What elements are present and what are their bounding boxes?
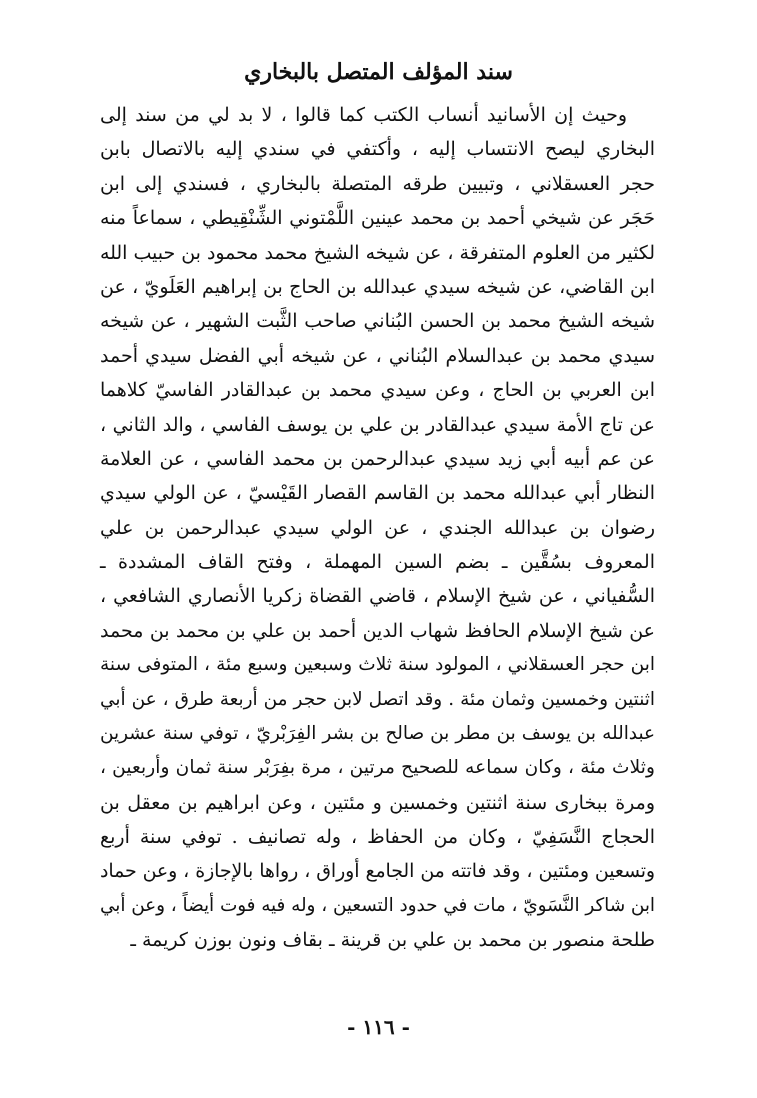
text-line: سيدي محمد بن عبدالسلام البُناني ، عن شيخه أبي الفضل سيدي أحمد [100, 344, 655, 367]
text-line: لكثير من العلوم المتفرقة ، عن شيخه الشيخ محمد محمود بن حبيب الله [100, 241, 655, 264]
text-line: السُّفياني ، عن شيخ الإسلام ، قاضي القضاة زكريا الأنصاري الشافعي ، [100, 585, 655, 608]
text-line: عن عم أبيه أبي زيد سيدي عبدالرحمن بن محمد الفاسي ، عن العلامة [100, 447, 655, 470]
text-line: حَجَر عن شيخي أحمد بن محمد عينين اللَّمْتوني الشِّنْقِيطي ، سماعاً منه [100, 207, 655, 230]
text-line: وثلاث مئة ، وكان سماعه للصحيح مرتين ، مرة بفِرَبْر سنة ثمان وأربعين ، [100, 757, 655, 779]
text-line: النظار أبي عبدالله محمد بن القاسم القصار القَيْسيّ ، عن الولي سيدي [100, 482, 655, 505]
page-title: سند المؤلف المتصل بالبخاري [244, 59, 513, 85]
text-line: ابن شاكر النَّسَويّ ، مات في حدود التسعين ، وله فيه فوت أيضاً ، وعن أبي [100, 894, 655, 916]
page-number: - ١١٦ - [347, 1015, 410, 1039]
text-line: وتسعين ومئتين ، وقد فاتته من الجامع أوراق ، رواها بالإجازة ، وعن حماد [100, 860, 655, 882]
text-line: عن شيخ الإسلام الحافظ شهاب الدين أحمد بن علي بن محمد بن محمد [100, 619, 655, 642]
text-line: البخاري ليصح الانتساب إليه ، وأكتفي في سندي إليه بالاتصال بابن [100, 138, 655, 161]
text-line: ومرة ببخارى سنة اثنتين وخمسين و مئتين ، وعن ابراهيم بن معقل بن [100, 791, 655, 814]
text-line: عن تاج الأمة سيدي عبدالقادر بن علي بن يوسف الفاسي ، والد الثاني ، [100, 413, 655, 436]
body-text [100, 98, 655, 958]
text-line: رضوان بن عبدالله الجندي ، عن الولي سيدي عبدالرحمن بن علي [100, 516, 655, 539]
text-line: ابن القاضي، عن شيخه سيدي عبدالله بن الحاج بن إبراهيم العَلَويّ ، عن [100, 275, 655, 298]
text-line: ابن العربي بن الحاج ، وعن سيدي محمد بن عبدالقادر الفاسيّ كلاهما [100, 379, 655, 402]
text-line: شيخه الشيخ محمد بن الحسن البُناني صاحب الثَّبت الشهير ، عن شيخه [100, 310, 655, 333]
text-line: وحيث إن الأسانيد أنساب الكتب كما قالوا ، لا بد لي من سند إلى [100, 104, 627, 126]
text-line: عبدالله بن يوسف بن مطر بن صالح بن بشر الفِرَبْريّ ، توفي سنة عشرين [100, 723, 655, 745]
text-line: طلحة منصور بن محمد بن علي بن قرينة ـ بقاف ونون بوزن كريمة ـ [130, 929, 655, 952]
text-line: ابن حجر العسقلاني ، المولود سنة ثلاث وسبعين وسبع مئة ، المتوفى سنة [100, 654, 655, 676]
text-line: الحجاج النَّسَفِيّ ، وكان من الحفاظ ، وله تصانيف . توفي سنة أربع [100, 826, 655, 849]
text-line: حجر العسقلاني ، وتبيين طرقه المتصلة بالبخاري ، فسندي إلى ابن [100, 172, 655, 195]
text-line: المعروف بسُقَّين ـ بضم السين المهملة ، وفتح القاف المشددة ـ [100, 551, 655, 574]
text-line: اثنتين وخمسين وثمان مئة . وقد اتصل لابن حجر من أربعة طرق ، عن أبي [100, 688, 655, 710]
